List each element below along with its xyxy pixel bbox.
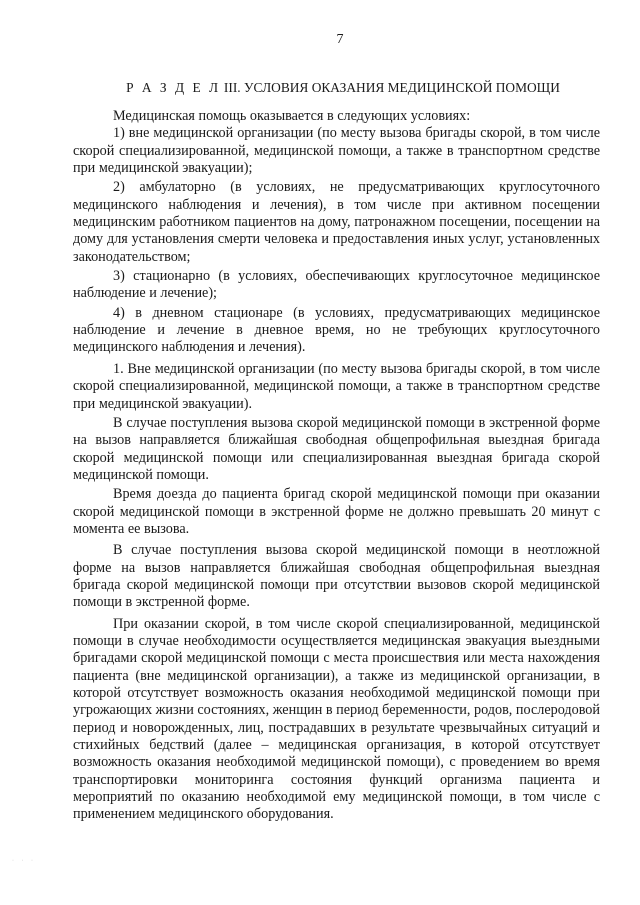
scan-artifact: · · ·	[12, 858, 36, 864]
section-heading-prefix: Р А З Д Е Л	[126, 80, 221, 95]
paragraph-emergency-call: В случае поступления вызова скорой медицинской помощи в экстренной форме на вызов направляется ближайшая свободная общепрофильная выездная бригада скорой медицинской помощи или специализированная выездная бригада скорой медицинской помощи.	[73, 414, 600, 483]
paragraph-condition-2: 2) амбулаторно (в условиях, не предусматривающих круглосуточного медицинского наблюдения и лечения), в том числе при активном посещении медицинским работником пациентов на дому, патронажном посещении, посещении на дому для установления смерти человека и предоставления иных услуг, установленных законодательством;	[73, 179, 600, 265]
paragraph-urgent-call: В случае поступления вызова скорой медицинской помощи в неотложной форме на вызов направляется ближайшая свободная общепрофильная выездная бригада скорой медицинской помощи при отсутствии вызовов скорой медицинской помощи в экстренной форме.	[73, 542, 600, 611]
paragraph-medical-evacuation: При оказании скорой, в том числе скорой специализированной, медицинской помощи в случае необходимости осуществляется медицинская эвакуация выездными бригадами скорой медицинской помощи с места происшествия или места нахождения пациента (вне медицинской организации), а также из медицинской организации, в которой отсутствует возможность оказания необходимой медицинской помощи при угрожающих жизни состояниях, женщин в период беременности, родов, послеродовой период и новорожденных, лиц, пострадавших в результате чрезвычайных ситуаций и стихийных бедствий (далее – медицинская организация, в которой отсутствует возможность оказания необходимой медицинской помощи), с проведением во время транспортировки мониторинга состояния функций организма пациента и мероприятий по оказанию необходимой ему медицинской помощи, в том числе с применением медицинского оборудования.	[73, 615, 600, 823]
paragraph-item-1: 1. Вне медицинской организации (по месту вызова бригады скорой, в том числе скорой специализированной, медицинской помощи, а также в транспортном средстве при медицинской эвакуации).	[73, 360, 600, 412]
paragraph-condition-1: 1) вне медицинской организации (по месту вызова бригады скорой, в том числе скорой специализированной, медицинской помощи, а также в транспортном средстве при медицинской эвакуации);	[73, 125, 600, 177]
paragraph-arrival-time: Время доезда до пациента бригад скорой медицинской помощи при оказании скорой медицинской помощи в экстренной форме не должно превышать 20 минут с момента ее вызова.	[73, 486, 600, 537]
document-body	[73, 108, 600, 824]
page-number: 7	[336, 32, 344, 47]
paragraph-intro: Медицинская помощь оказывается в следующих условиях:	[113, 108, 471, 124]
section-heading	[73, 80, 613, 96]
paragraph-condition-3: 3) стационарно (в условиях, обеспечивающих круглосуточное медицинское наблюдение и лечение);	[73, 268, 600, 302]
paragraph-condition-4: 4) в дневном стационаре (в условиях, предусматривающих медицинское наблюдение и лечение в дневное время, но не требующих круглосуточного медицинского наблюдения и лечения).	[73, 304, 600, 356]
section-heading-title: III. УСЛОВИЯ ОКАЗАНИЯ МЕДИЦИНСКОЙ ПОМОЩИ	[220, 80, 560, 95]
